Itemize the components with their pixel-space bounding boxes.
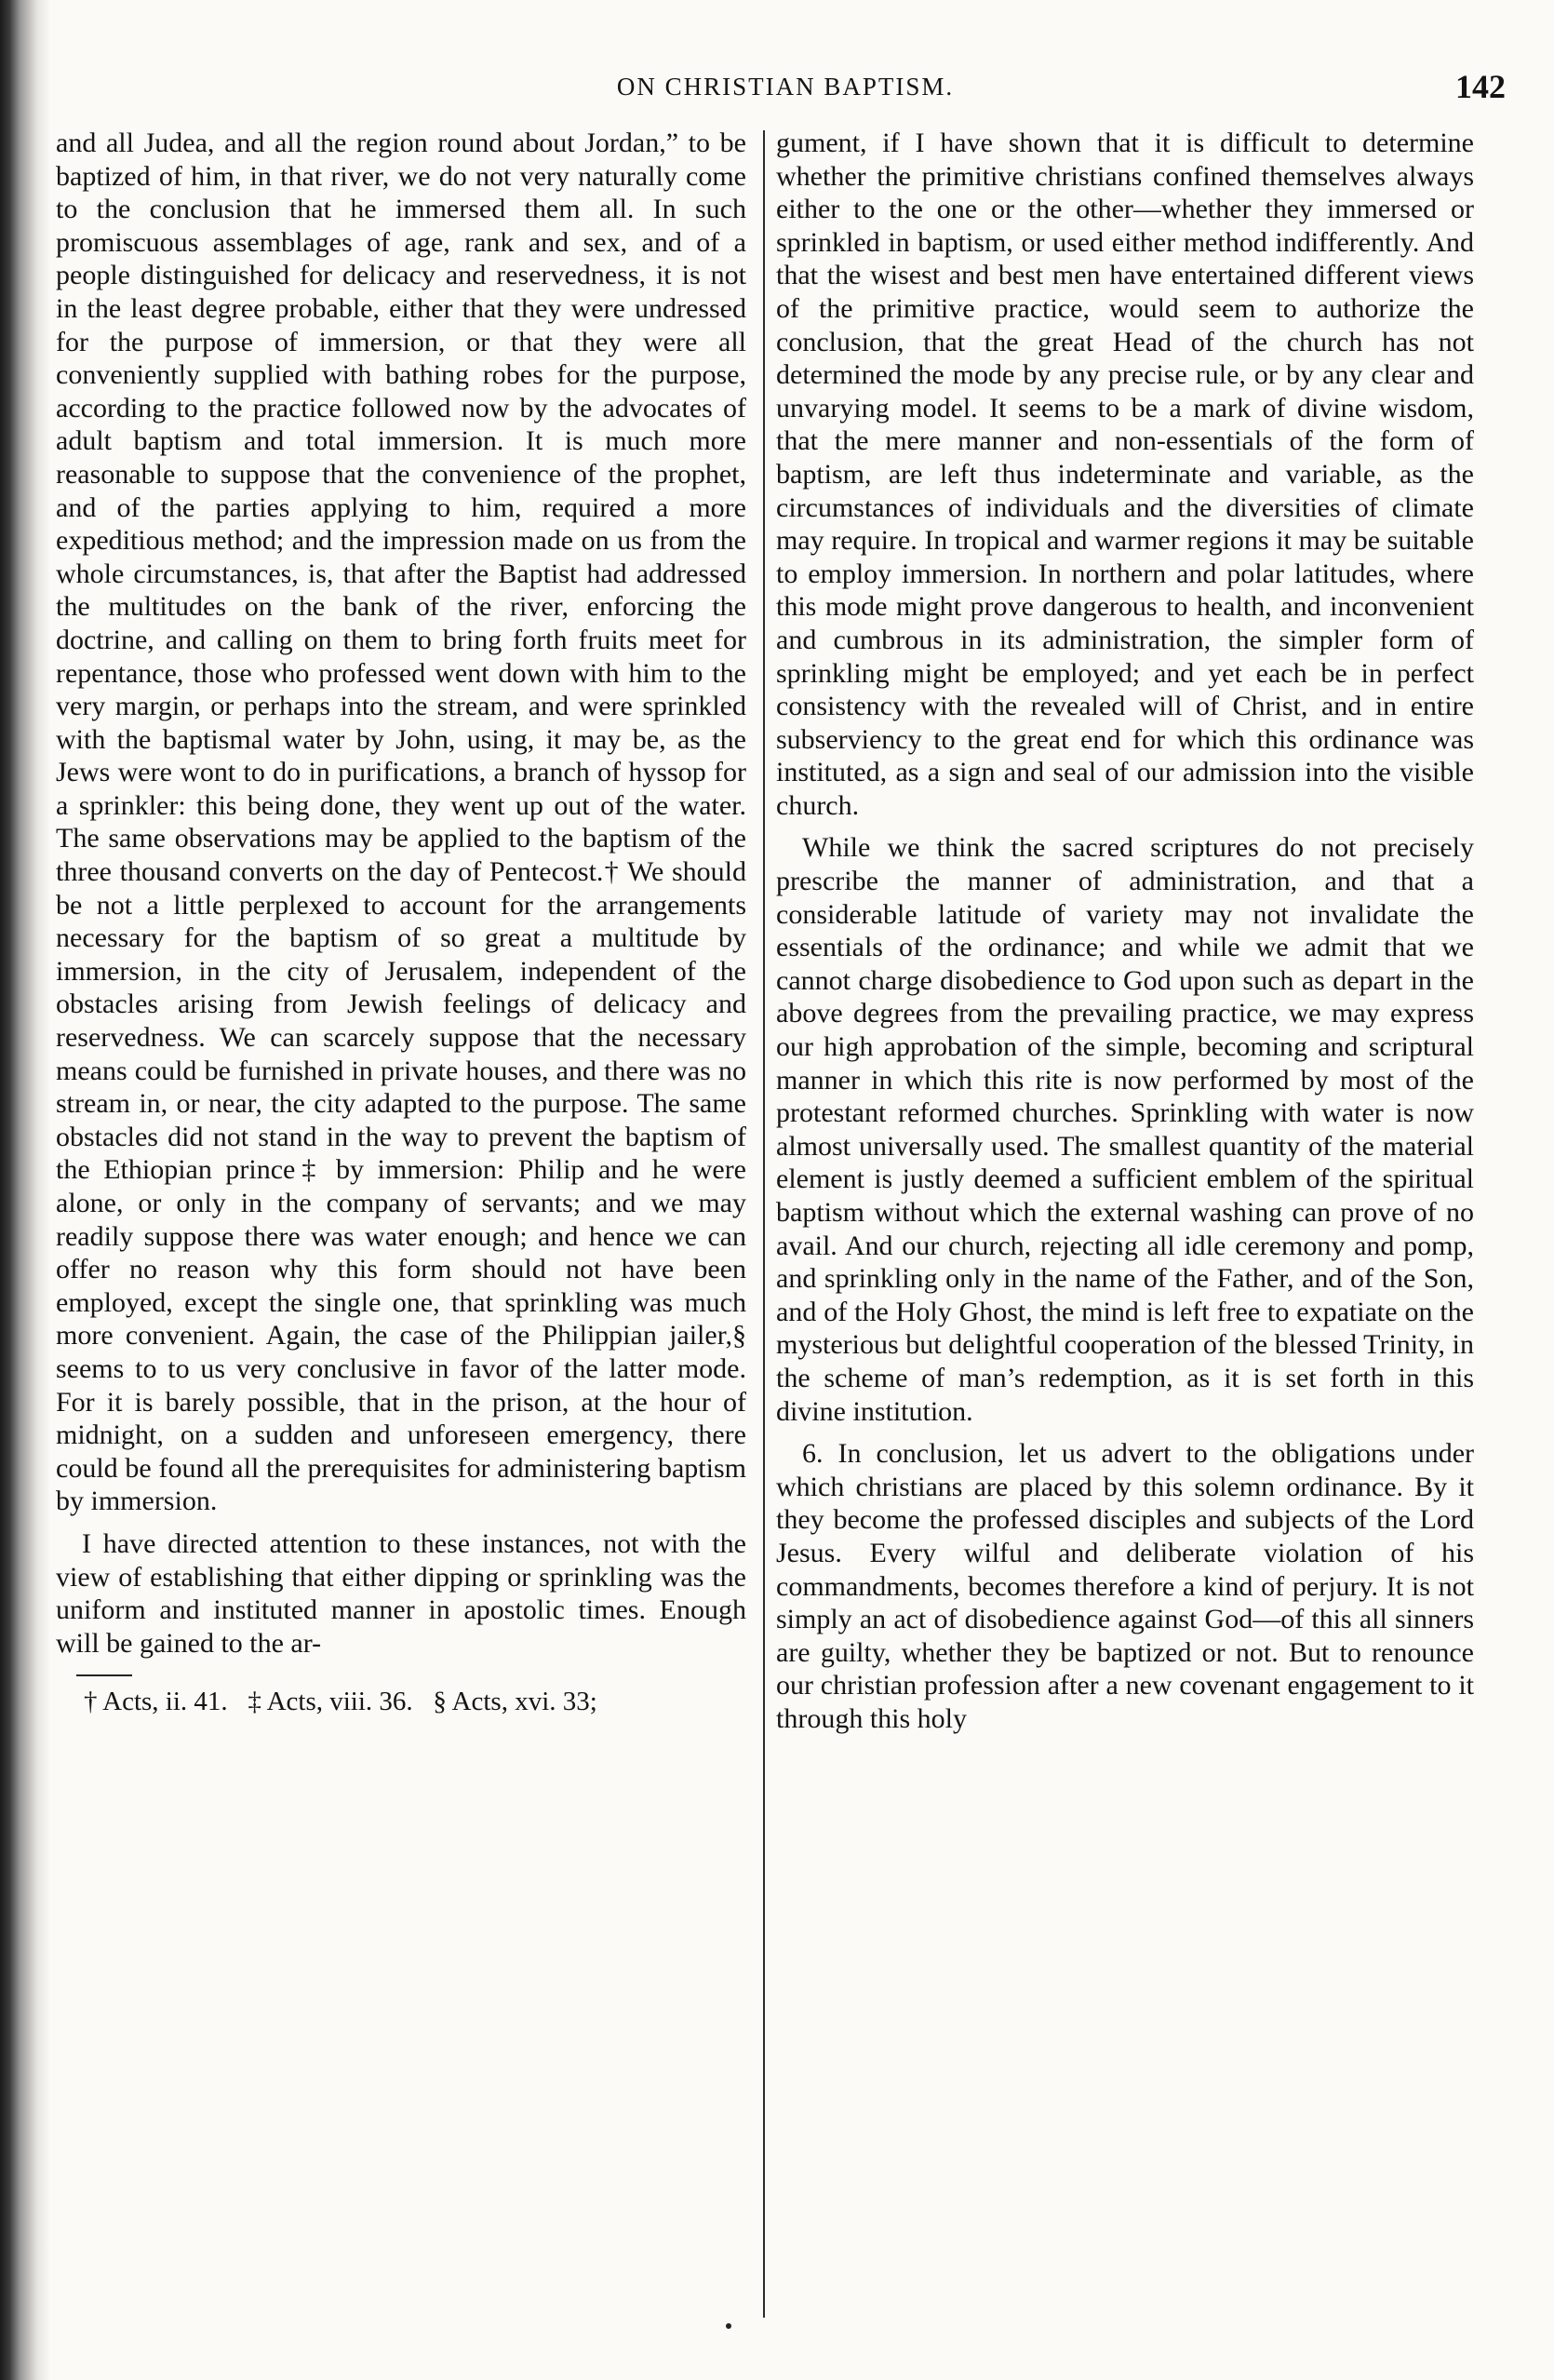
- right-paragraph-3: 6. In conclusion, let us advert to the obligations under which christians are placed by this solemn ordinance. By it they become the professed disciples and subjects of the Lord Jesus. Every wilful and deliberate violation of his commandments, becomes therefore a kind of perjury. It is not simply an act of disobedience against God—of this all sinners are guilty, whether they be baptized or not. But to renounce our christian profession after a new covenant engagement to it through this holy: [776, 1438, 1474, 1734]
- page-number: 142: [1455, 68, 1506, 105]
- left-paragraph-2: I have directed attention to these instances, not with the view of establishing that either dipping or sprinkling was the uniform and instituted manner in apostolic times. Enough will be gained to the ar-: [56, 1527, 746, 1659]
- running-head: ON CHRISTIAN BAPTISM.: [616, 73, 955, 101]
- left-column: [56, 127, 746, 1719]
- print-speck: [726, 2323, 731, 2329]
- column-divider: [763, 130, 765, 2318]
- right-column: [776, 127, 1474, 1736]
- footnote-rule: [76, 1674, 132, 1676]
- left-paragraph-1: and all Judea, and all the region round about Jordan,” to be baptized of him, in that river, we do not very naturally come to the conclusion that he immersed them all. In such promiscuous assemblages of age, rank and sex, and of a people distinguished for delicacy and reservedness, it is not in the least degree probable, either that they were undressed for the purpose of immersion, or that they were all conveniently supplied with bathing robes for the purpose, according to the practice followed now by the advocates of adult baptism and total immersion. It is much more reasonable to suppose that the convenience of the prophet, and of the parties applying to him, required a more expeditious method; and the impression made on us from the whole circumstances, is, that after the Baptist had addressed the multitudes on the bank of the river, enforcing the doctrine, and calling on them to bring forth fruits meet for repentance, those who professed went down with him to the very margin, or perhaps into the stream, and were sprinkled with the baptismal water by John, using, it may be, as the Jews were wont to do in purifications, a branch of hyssop for a sprinkler: this being done, they went up out of the water. The same observations may be applied to the baptism of the three thousand converts on the day of Pentecost.† We should be not a little perplexed to account for the arrangements necessary for the baptism of so great a multitude by immersion, in the city of Jerusalem, independent of the obstacles arising from Jewish feelings of delicacy and reservedness. We can scarcely suppose that the necessary means could be furnished in private houses, and there was no stream in, or near, the city adapted to the purpose. The same obstacles did not stand in the way to prevent the baptism of the Ethiopian prince‡ by immersion: Philip and he were alone, or only in the company of servants; and we may readily suppose there was water enough; and hence we can offer no reason why this form should not have been employed, except the single one, that sprinkling was much more convenient. Again, the case of the Philippian jailer,§ seems to to us very conclusive in favor of the latter mode. For it is barely possible, that in the prison, at the hour of midnight, on a sudden and unforeseen emergency, there could be found all the prerequisites for administering baptism by immersion.: [56, 128, 746, 1517]
- right-paragraph-2: While we think the sacred scriptures do not precisely prescribe the manner of administration, and that a considerable latitude of variety may not invalidate the essentials of the ordinance; and while we admit that we cannot charge disobedience to God upon such as depart in the above degrees from the prevailing practice, we may express our high approbation of the simple, becoming and scriptural manner in which this rite is now performed by most of the protestant reformed churches. Sprinkling with water is now almost universally used. The smallest quantity of the material element is justly deemed a sufficient emblem of the spiritual baptism without which the external washing can prove of no avail. And our church, rejecting all idle ceremony and pomp, and sprinkling only in the name of the Father, and of the Son, and of the Holy Ghost, the mind is left free to expatiate on the mysterious but delightful cooperation of the blessed Trinity, in the scheme of man’s redemption, as it is set forth in this divine institution.: [776, 832, 1474, 1427]
- footnotes: † Acts, ii. 41. ‡ Acts, viii. 36. § Acts, xvi. 33;: [84, 1687, 597, 1717]
- right-paragraph-1: gument, if I have shown that it is difficult to determine whether the primitive christians confined themselves always either to the one or the other—whether they immersed or sprinkled in baptism, or used either method indifferently. And that the wisest and best men have entertained different views of the primitive practice, would seem to authorize the conclusion, that the great Head of the church has not determined the mode by any precise rule, or by any clear and unvarying model. It seems to be a mark of divine wisdom, that the mere manner and non-essentials of the form of baptism, are left thus indeterminate and variable, as the circumstances of individuals and the diversities of climate may require. In tropical and warmer regions it may be suitable to employ immersion. In northern and polar latitudes, where this mode might prove dangerous to health, and inconvenient and cumbrous in its administration, the simpler form of sprinkling might be employed; and yet each be in perfect consistency with the revealed will of Christ, and in entire subserviency to the great end for which this ordinance was instituted, as a sign and seal of our admission into the visible church.: [776, 128, 1474, 821]
- page-edge-shadow: [0, 0, 50, 2380]
- page-header: [65, 67, 1506, 114]
